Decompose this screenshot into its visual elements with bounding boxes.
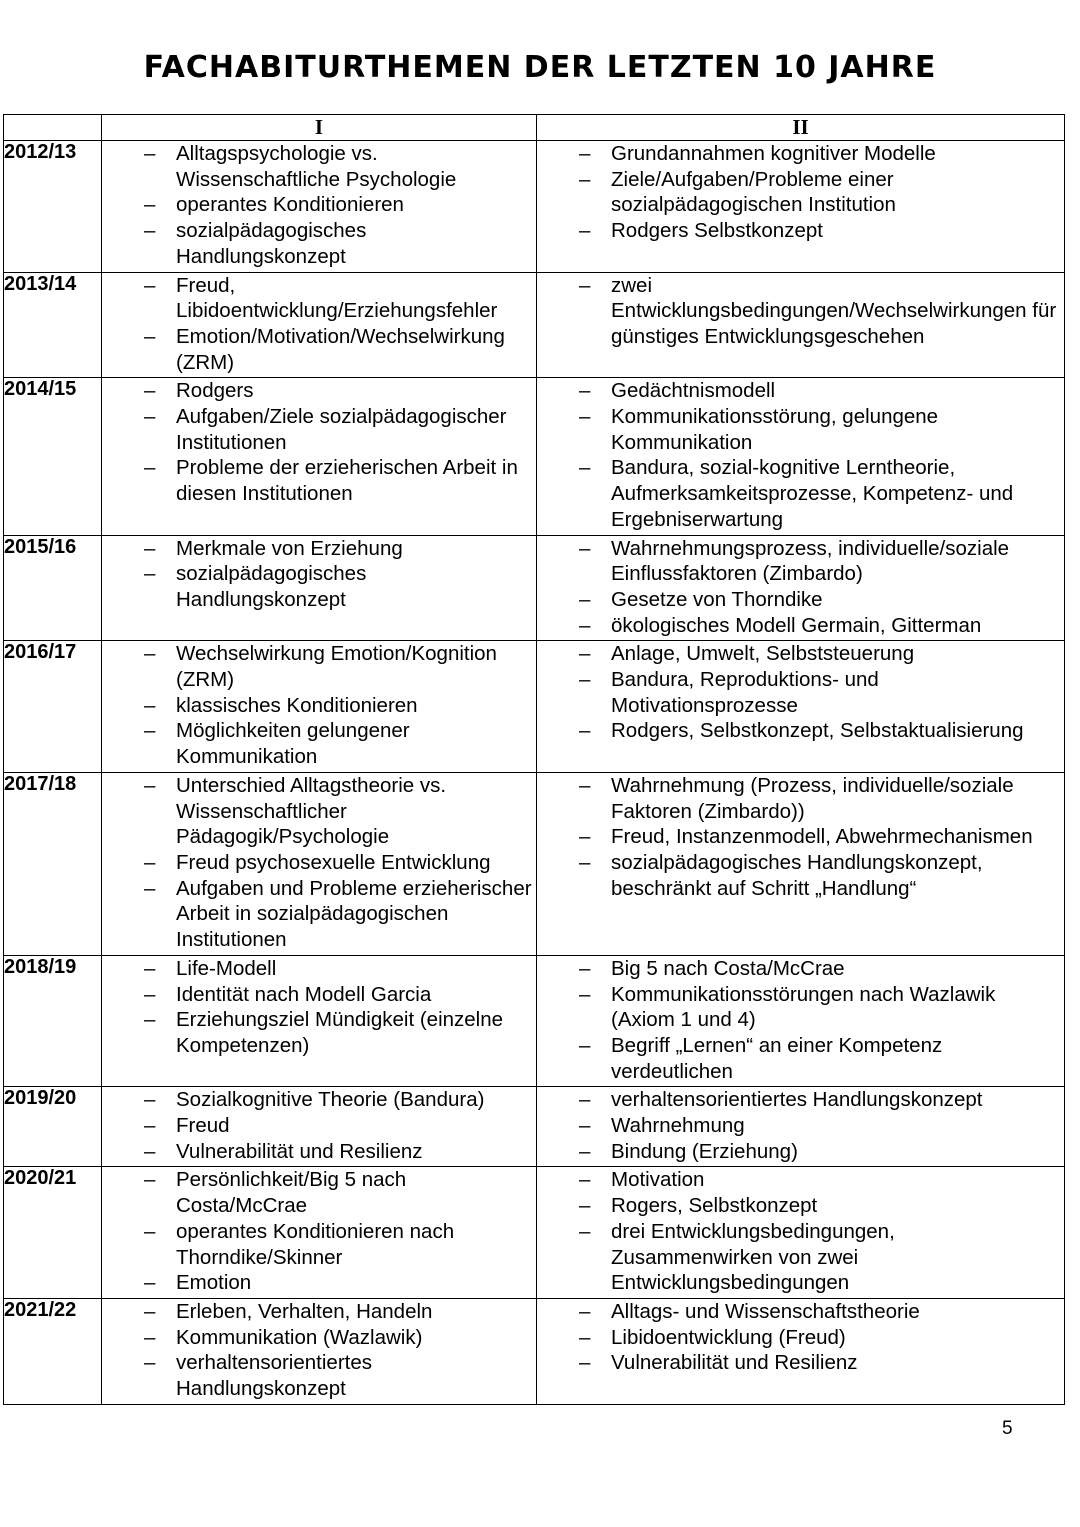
topic-list: [537, 956, 1064, 1087]
topic-list: [102, 1087, 536, 1166]
row-year: 2019/20: [4, 1087, 102, 1167]
topics-cell-ii: [537, 1298, 1065, 1404]
topic-item: – Probleme der erzieherischen Arbeit in diesen Institutionen: [102, 455, 536, 506]
topic-item: – zwei Entwicklungsbedingungen/Wechselwirkungen für günstiges Entwicklungsgeschehen: [537, 273, 1064, 350]
table-row: [4, 1298, 1065, 1404]
topics-cell-ii: [537, 272, 1065, 378]
topic-item: – verhaltensorientiertes Handlungskonzept: [537, 1087, 1064, 1113]
topic-list: [102, 641, 536, 772]
topic-list: [537, 378, 1064, 534]
topics-cell-ii: [537, 141, 1065, 273]
topic-item: – Ziele/Aufgaben/Probleme einer sozialpädagogischen Institution: [537, 167, 1064, 218]
topic-list: [102, 141, 536, 272]
topic-item: – Rodgers, Selbstkonzept, Selbstaktualisierung: [537, 718, 1064, 744]
topic-item: – Erziehungsziel Mündigkeit (einzelne Kompetenzen): [102, 1007, 536, 1058]
topic-item: – Kommunikationsstörung, gelungene Kommunikation: [537, 404, 1064, 455]
topic-item: – sozialpädagogisches Handlungskonzept, beschränkt auf Schritt „Handlung“: [537, 850, 1064, 901]
topic-item: – Erleben, Verhalten, Handeln: [102, 1299, 536, 1325]
topic-item: – Emotion: [102, 1270, 536, 1296]
row-year: 2018/19: [4, 955, 102, 1087]
topic-item: – Wechselwirkung Emotion/Kognition (ZRM): [102, 641, 536, 692]
topic-item: – operantes Konditionieren: [102, 192, 536, 218]
row-year: 2016/17: [4, 641, 102, 773]
topic-item: – Freud, Libidoentwicklung/Erziehungsfehler: [102, 273, 536, 324]
topic-item: – ökologisches Modell Germain, Gitterman: [537, 613, 1064, 639]
topic-item: – Emotion/Motivation/Wechselwirkung (ZRM): [102, 324, 536, 375]
table-header-row: [4, 115, 1065, 141]
topic-list: [102, 956, 536, 1061]
topics-cell-i: [102, 272, 537, 378]
topic-item: – Anlage, Umwelt, Selbststeuerung: [537, 641, 1064, 667]
topics-cell-i: [102, 535, 537, 641]
topic-item: – Aufgaben/Ziele sozialpädagogischer Institutionen: [102, 404, 536, 455]
row-year: 2012/13: [4, 141, 102, 273]
topic-item: – sozialpädagogisches Handlungskonzept: [102, 218, 536, 269]
topic-item: – Alltagspsychologie vs. Wissenschaftliche Psychologie: [102, 141, 536, 192]
topics-cell-ii: [537, 1087, 1065, 1167]
topic-item: – Merkmale von Erziehung: [102, 536, 536, 562]
topics-cell-i: [102, 1087, 537, 1167]
topics-cell-i: [102, 1167, 537, 1299]
topic-item: – Freud psychosexuelle Entwicklung: [102, 850, 536, 876]
table-row: [4, 378, 1065, 535]
topic-list: [537, 773, 1064, 904]
page-number: 5: [1002, 1418, 1013, 1439]
row-year: 2021/22: [4, 1298, 102, 1404]
topic-item: – Vulnerabilität und Resilienz: [537, 1350, 1064, 1376]
row-year: 2014/15: [4, 378, 102, 535]
topic-list: [537, 641, 1064, 746]
table-row: [4, 772, 1065, 955]
topic-item: – Identität nach Modell Garcia: [102, 982, 536, 1008]
topics-table: [3, 114, 1065, 1405]
topic-item: – Kommunikation (Wazlawik): [102, 1325, 536, 1351]
topic-list: [537, 273, 1064, 352]
topic-item: – klassisches Konditionieren: [102, 693, 536, 719]
topic-list: [102, 1167, 536, 1298]
topic-list: [102, 1299, 536, 1404]
topic-list: [102, 536, 536, 615]
row-year: 2017/18: [4, 772, 102, 955]
topics-cell-i: [102, 1298, 537, 1404]
topic-list: [537, 1299, 1064, 1378]
topic-item: – Aufgaben und Probleme erzieherischer Arbeit in sozialpädagogischen Institutionen: [102, 876, 536, 953]
topic-item: – Grundannahmen kognitiver Modelle: [537, 141, 1064, 167]
topic-item: – Möglichkeiten gelungener Kommunikation: [102, 718, 536, 769]
topic-item: – operantes Konditionieren nach Thorndike/Skinner: [102, 1219, 536, 1270]
column-header-ii: II: [537, 115, 1065, 141]
topic-item: – Gesetze von Thorndike: [537, 587, 1064, 613]
topic-list: [102, 378, 536, 509]
column-header-i: I: [102, 115, 537, 141]
topic-list: [537, 536, 1064, 641]
topic-item: – Motivation: [537, 1167, 1064, 1193]
topic-list: [537, 141, 1064, 246]
topic-item: – Gedächtnismodell: [537, 378, 1064, 404]
row-year: 2013/14: [4, 272, 102, 378]
topic-item: – Freud, Instanzenmodell, Abwehrmechanismen: [537, 824, 1064, 850]
row-year: 2020/21: [4, 1167, 102, 1299]
table-row: [4, 272, 1065, 378]
row-year: 2015/16: [4, 535, 102, 641]
topics-cell-ii: [537, 378, 1065, 535]
topics-cell-ii: [537, 772, 1065, 955]
topic-item: – Big 5 nach Costa/McCrae: [537, 956, 1064, 982]
topic-item: – Bindung (Erziehung): [537, 1139, 1064, 1165]
topic-list: [537, 1167, 1064, 1298]
topics-cell-ii: [537, 1167, 1065, 1299]
table-row: [4, 1087, 1065, 1167]
table-row: [4, 141, 1065, 273]
page-title: FACHABITURTHEMEN DER LETZTEN 10 JAHRE: [143, 50, 937, 85]
topics-cell-ii: [537, 535, 1065, 641]
topics-cell-ii: [537, 641, 1065, 773]
column-header-year: [4, 115, 102, 141]
table-row: [4, 955, 1065, 1087]
topics-cell-i: [102, 378, 537, 535]
topic-item: – Bandura, Reproduktions- und Motivationsprozesse: [537, 667, 1064, 718]
topic-item: – Libidoentwicklung (Freud): [537, 1325, 1064, 1351]
topic-item: – verhaltensorientiertes Handlungskonzept: [102, 1350, 536, 1401]
topic-item: – Rodgers Selbstkonzept: [537, 218, 1064, 244]
topic-item: – Freud: [102, 1113, 536, 1139]
topics-cell-i: [102, 141, 537, 273]
topic-item: – Persönlichkeit/Big 5 nach Costa/McCrae: [102, 1167, 536, 1218]
topic-item: – Begriff „Lernen“ an einer Kompetenz verdeutlichen: [537, 1033, 1064, 1084]
topics-cell-i: [102, 641, 537, 773]
topic-item: – Sozialkognitive Theorie (Bandura): [102, 1087, 536, 1113]
topic-item: – Unterschied Alltagstheorie vs. Wissenschaftlicher Pädagogik/Psychologie: [102, 773, 536, 850]
topic-item: – Kommunikationsstörungen nach Wazlawik (Axiom 1 und 4): [537, 982, 1064, 1033]
topic-item: – Wahrnehmung: [537, 1113, 1064, 1139]
topic-list: [537, 1087, 1064, 1166]
topics-cell-i: [102, 772, 537, 955]
topic-item: – Vulnerabilität und Resilienz: [102, 1139, 536, 1165]
topic-item: – sozialpädagogisches Handlungskonzept: [102, 561, 536, 612]
topic-list: [102, 273, 536, 378]
topic-item: – Rodgers: [102, 378, 536, 404]
topic-item: – Alltags- und Wissenschaftstheorie: [537, 1299, 1064, 1325]
topic-item: – Bandura, sozial-kognitive Lerntheorie, Aufmerksamkeitsprozesse, Kompetenz- und Ergebniserwartung: [537, 455, 1064, 532]
topic-item: – Wahrnehmung (Prozess, individuelle/soziale Faktoren (Zimbardo)): [537, 773, 1064, 824]
topic-item: – Life-Modell: [102, 956, 536, 982]
topic-item: – drei Entwicklungsbedingungen, Zusammenwirken von zwei Entwicklungsbedingungen: [537, 1219, 1064, 1296]
table-row: [4, 1167, 1065, 1299]
topics-cell-ii: [537, 955, 1065, 1087]
table-body: [4, 141, 1065, 1405]
topic-list: [102, 773, 536, 955]
table-row: [4, 535, 1065, 641]
table-row: [4, 641, 1065, 773]
topics-cell-i: [102, 955, 537, 1087]
topic-item: – Rogers, Selbstkonzept: [537, 1193, 1064, 1219]
topic-item: – Wahrnehmungsprozess, individuelle/soziale Einflussfaktoren (Zimbardo): [537, 536, 1064, 587]
